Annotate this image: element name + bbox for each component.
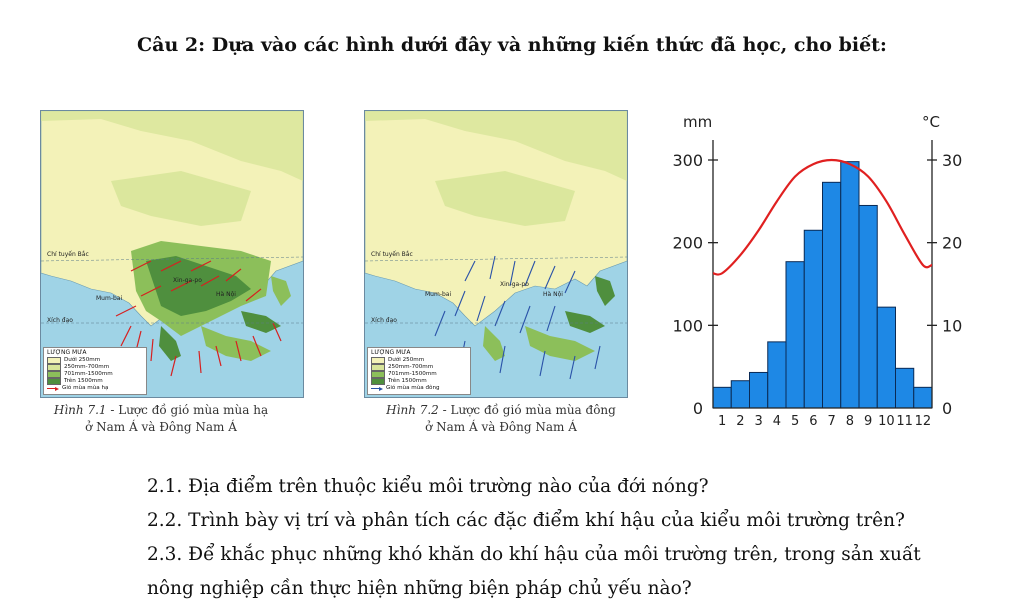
question-2-3-cont: nông nghiệp cần thực hiện những biện pháp chủ yếu nào?: [147, 578, 692, 599]
caption-text: - Lược đồ gió mùa mùa đông: [438, 403, 616, 417]
right-tick-label: 30: [942, 151, 963, 170]
x-tick-label: 11: [896, 414, 913, 429]
x-tick-label: 8: [845, 414, 855, 429]
question-title: Câu 2: Dựa vào các hình dưới đây và những kiến thức đã học, cho biết:: [137, 34, 887, 56]
right-tick-label: 20: [942, 233, 963, 253]
place-label: Xin-ga-po: [173, 277, 202, 284]
caption-text: ở Nam Á và Đông Nam Á: [425, 420, 577, 434]
bar: [859, 205, 877, 408]
legend-item: 250mm-700mm: [64, 364, 110, 371]
x-tick-label: 10: [878, 414, 895, 429]
left-tick-label: 0: [692, 399, 703, 418]
caption-fig: Hình 7.1: [53, 403, 107, 417]
x-tick-label: 4: [772, 414, 782, 429]
arrow-icon: [371, 386, 383, 391]
question-2-2: 2.2. Trình bày vị trí và phân tích các đặc điểm khí hậu của kiểu môi trường trên?: [147, 510, 905, 531]
bar: [804, 230, 822, 408]
legend-item: 250mm-700mm: [388, 364, 434, 371]
place-label: Chí tuyến Bắc: [371, 251, 413, 258]
x-tick-label: 7: [827, 414, 836, 429]
place-label: Chí tuyến Bắc: [47, 251, 89, 258]
legend-title: LƯỢNG MƯA: [371, 349, 411, 357]
bar: [896, 368, 914, 408]
left-tick-label: 300: [672, 151, 703, 170]
bar: [877, 307, 895, 408]
bar: [823, 182, 841, 408]
bar: [731, 381, 749, 408]
map-legend: [367, 347, 471, 395]
legend-item: Trên 1500mm: [64, 378, 103, 385]
right-axis-unit: °C: [922, 113, 940, 131]
left-axis-unit: mm: [683, 113, 713, 131]
legend-item: Trên 1500mm: [388, 378, 427, 385]
place-label: Mum-bai: [425, 291, 452, 298]
x-tick-label: 12: [914, 414, 932, 429]
place-label: Hà Nội: [543, 291, 563, 298]
place-label: Xích đạo: [47, 317, 73, 324]
summer-monsoon-map: [40, 110, 304, 398]
x-tick-label: 1: [717, 414, 727, 429]
left-tick-label: 200: [672, 233, 703, 253]
legend-item: 701mm-1500mm: [388, 371, 437, 378]
caption-fig: Hình 7.2: [386, 403, 439, 417]
winter-monsoon-map: [364, 110, 628, 398]
bar: [768, 342, 786, 408]
legend-item: Gió mùa mùa đông: [386, 385, 440, 392]
x-tick-label: 5: [790, 414, 800, 429]
left-tick-label: 100: [672, 316, 703, 336]
bar: [914, 387, 932, 408]
x-tick-label: 3: [754, 414, 763, 429]
bar: [713, 387, 731, 408]
legend-item: Dưới 250mm: [388, 357, 425, 364]
x-tick-label: 9: [863, 414, 873, 429]
map2-caption: [370, 402, 632, 436]
right-tick-label: 0: [942, 399, 953, 418]
place-label: Xin-ga-po: [500, 281, 529, 288]
arrow-icon: [47, 386, 59, 391]
caption-text: - Lược đồ gió mùa mùa hạ: [106, 403, 269, 417]
bar: [841, 162, 859, 408]
question-2-3: 2.3. Để khắc phục những khó khăn do khí hậu của môi trường trên, trong sản xuất: [147, 544, 921, 565]
map1-caption: [30, 402, 292, 436]
right-tick-label: 10: [942, 316, 963, 336]
place-label: Mum-bai: [96, 295, 123, 302]
caption-text: ở Nam Á và Đông Nam Á: [85, 420, 237, 434]
place-label: Xích đạo: [371, 317, 397, 324]
legend-item: Gió mùa mùa hạ: [62, 385, 109, 392]
question-2-1: 2.1. Địa điểm trên thuộc kiểu môi trường nào của đới nóng?: [147, 476, 709, 497]
x-tick-label: 2: [736, 414, 745, 429]
legend-item: 701mm-1500mm: [64, 371, 113, 378]
climate-chart: [660, 105, 980, 435]
legend-item: Dưới 250mm: [64, 357, 101, 364]
place-label: Hà Nội: [216, 291, 236, 298]
bar: [786, 262, 804, 408]
legend-title: LƯỢNG MƯA: [47, 349, 87, 357]
x-tick-label: 6: [809, 414, 818, 429]
bar: [750, 372, 768, 408]
map-legend: [43, 347, 147, 395]
